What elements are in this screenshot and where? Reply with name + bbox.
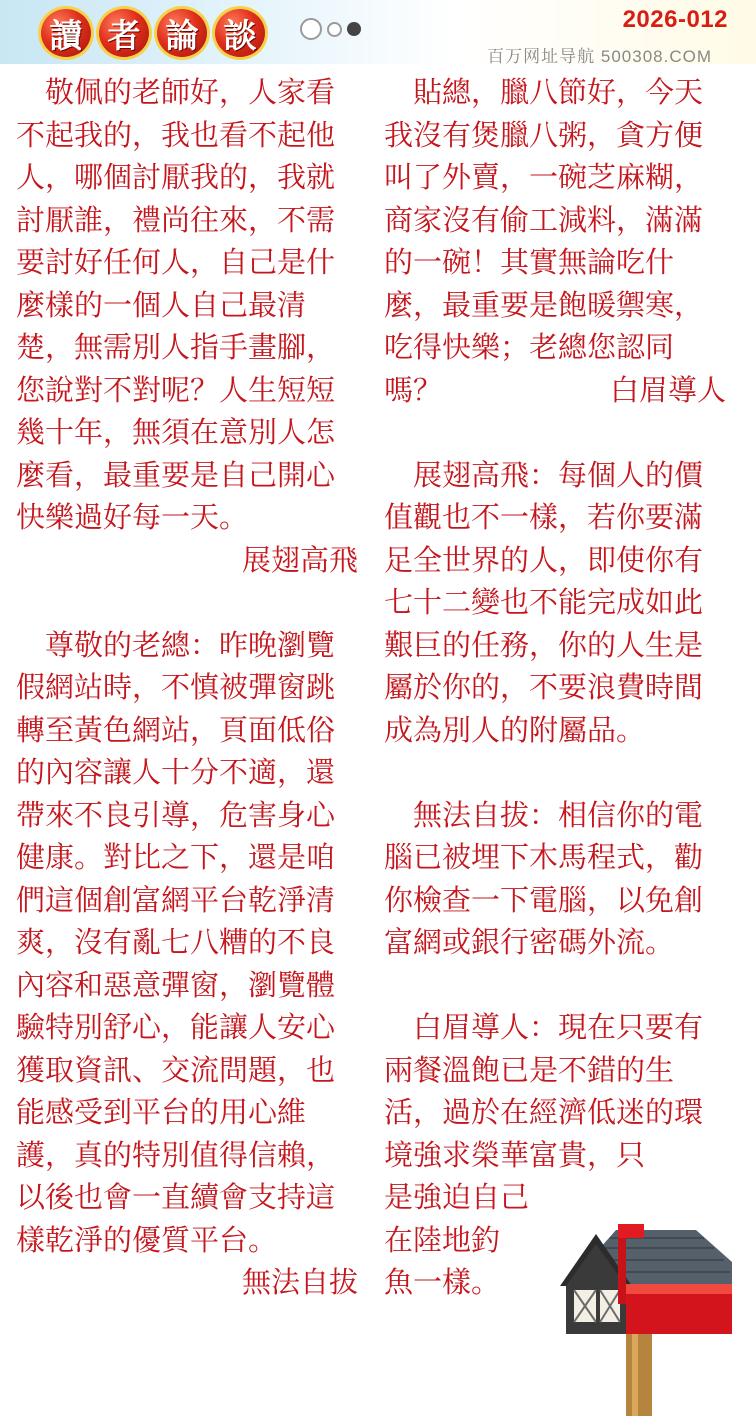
issue-number: 2026-012	[622, 6, 728, 33]
dot-medium-icon	[327, 22, 342, 37]
letter-1-author: 展翅高飛	[241, 542, 358, 577]
reply-1: 展翅高飛：每個人的價值觀也不一樣，若你要滿足全世界的人，即使你有七十二變也不能完成如此艱巨的任務，你的人生是屬於你的，不要浪費時間成為別人的附屬品。	[384, 457, 704, 747]
letter-3-author: 白眉導人	[609, 372, 726, 407]
site-watermark: 百万网址导航 500308.COM	[487, 47, 712, 66]
title-badge-3: 論	[154, 6, 210, 60]
column-title	[38, 6, 268, 60]
reply-3: 白眉導人：現在只要有兩餐溫飽已是不錯的生活，過於在經濟低迷的環境強求榮華富貴，只	[384, 1010, 704, 1172]
title-badge-4: 談	[212, 6, 268, 60]
reply-3-line-4: 魚一樣。	[384, 1265, 501, 1299]
mailbox-icon	[556, 1222, 736, 1416]
dot-filled-icon	[347, 22, 361, 36]
letter-1: 敬佩的老師好，人家看不起我的，我也看不起他人，哪個討厭我的，我就討厭誰，禮尚往來，不需要討好任何人，自己是什麼樣的一個人自己最清楚，無需別人指手畫腳，您說對不對呢？人生短短幾十年，無須在意別人怎麼看，最重要是自己開心快樂過好每一天。	[16, 75, 336, 534]
letter-2-author: 無法自拔	[241, 1265, 358, 1299]
decorative-dots	[300, 18, 361, 40]
left-column	[16, 71, 358, 1304]
page-header	[0, 0, 756, 64]
right-column	[384, 71, 726, 1304]
title-badge-1: 讀	[38, 6, 94, 60]
reply-2: 無法自拔：相信你的電腦已被埋下木馬程式，勸你檢查一下電腦，以免創富網或銀行密碼外流。	[384, 797, 704, 959]
reply-3-line-3: 在陸地釣	[384, 1222, 501, 1257]
dot-large-icon	[300, 18, 322, 40]
letter-3: 貼總，臘八節好，今天我沒有煲臘八粥，貪方便叫了外賣，一碗芝麻糊，商家沒有偷工減料，滿滿的一碗！其實無論吃什麼，最重要是飽暖禦寒，吃得快樂；老總您認同嗎？ 白眉導人	[384, 71, 726, 411]
letter-2: 尊敬的老總：昨晚瀏覽假網站時，不慎被彈窗跳轉至黃色網站，頁面低俗的內容讓人十分不適，還帶來不良引導，危害身心健康。對比之下，還是咱們這個創富網平台乾淨清爽，沒有亂七八糟的不良內容和惡意彈窗，瀏覽體驗特別舒心，能讓人安心獲取資訊、交流問題，也能感受到平台的用心維護，真的特別值得信賴，以後也會一直續會支持這樣乾淨的優質平台。	[16, 627, 336, 1257]
reply-3-line-2: 是強迫自己	[384, 1180, 530, 1214]
title-badge-2: 者	[96, 6, 152, 60]
